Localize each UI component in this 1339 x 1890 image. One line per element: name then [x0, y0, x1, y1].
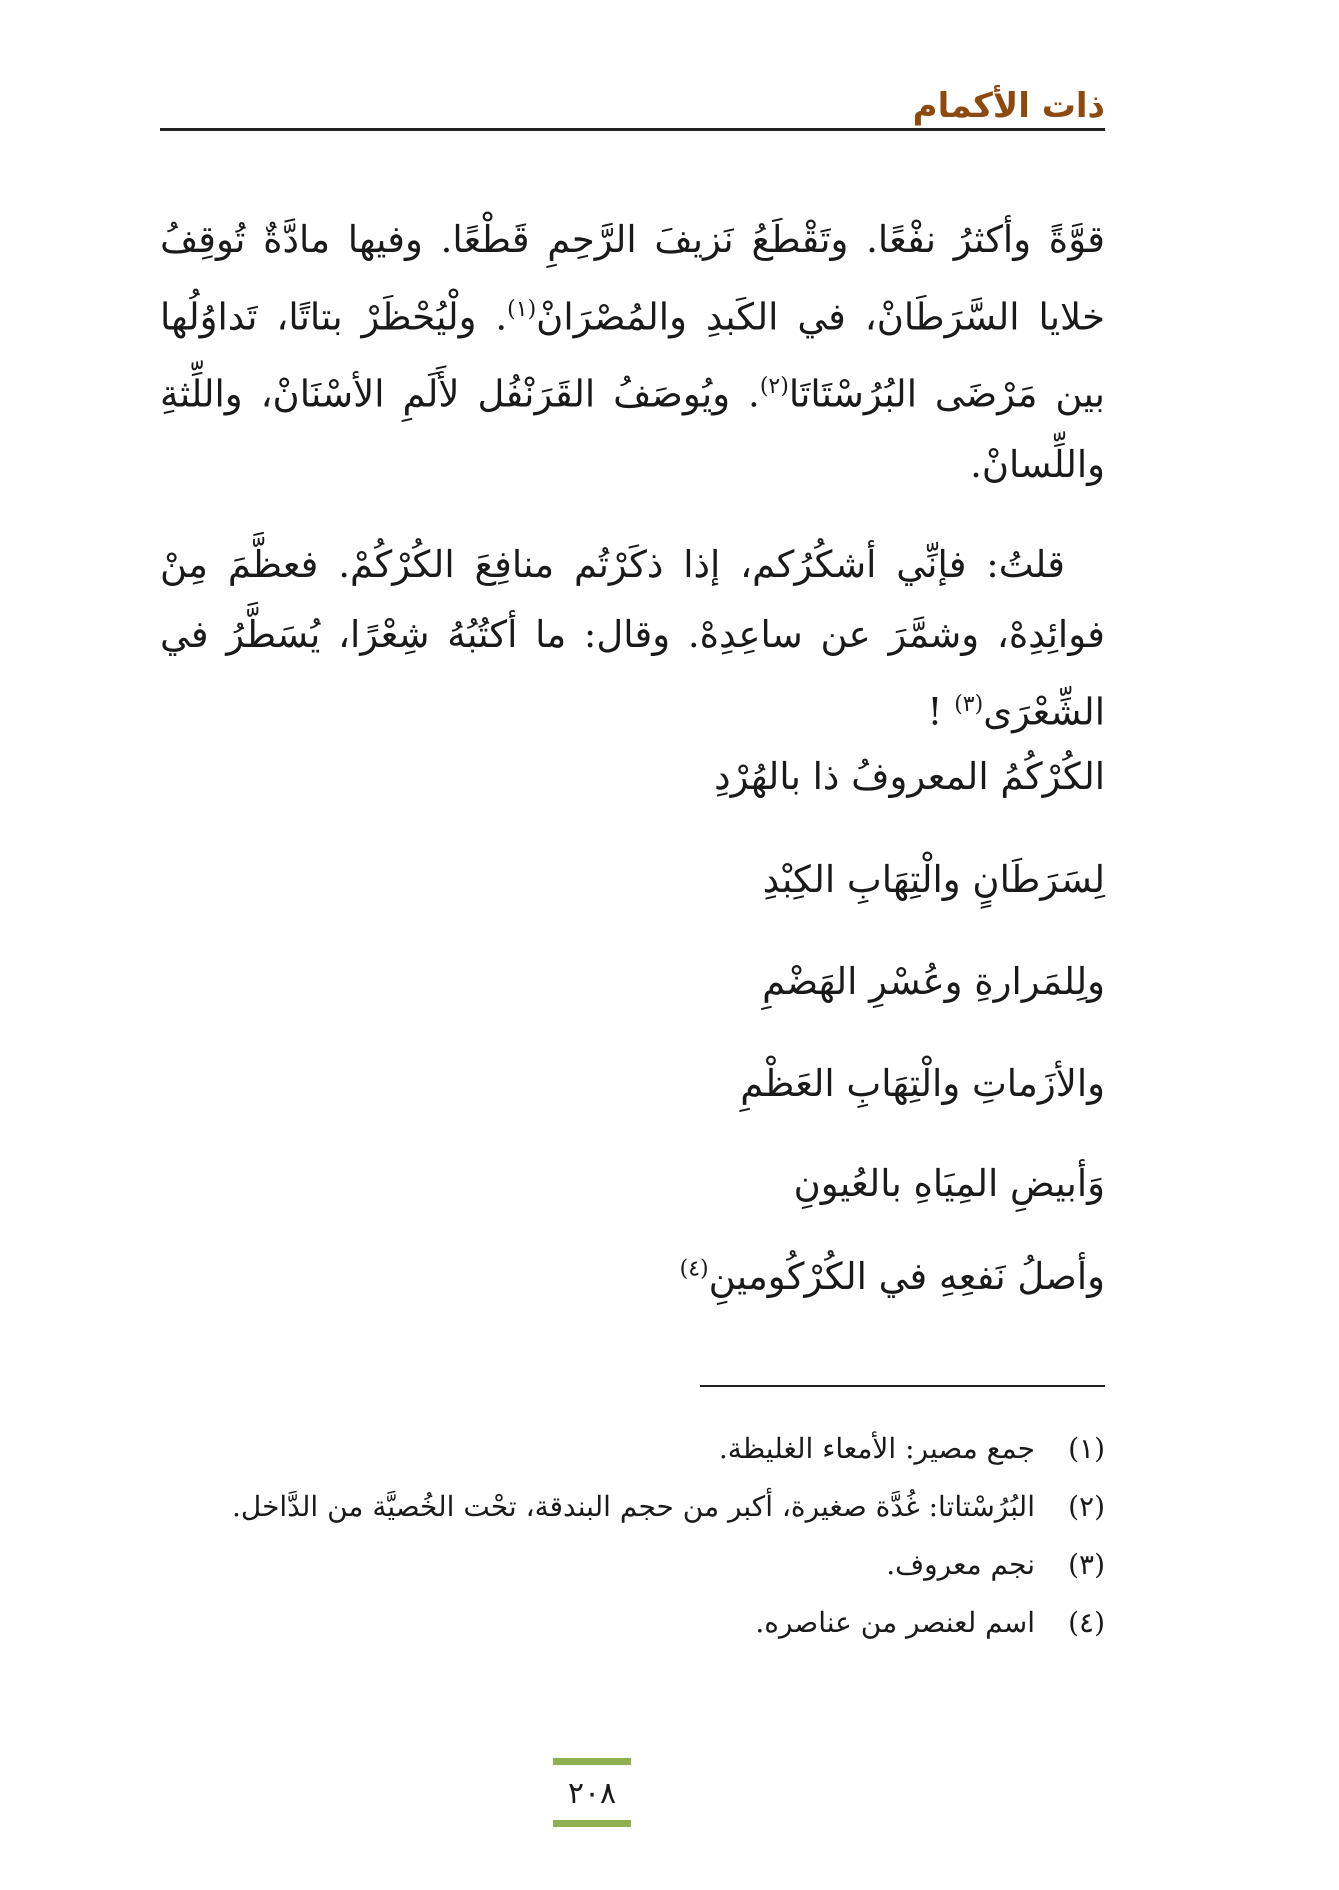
verse: وَأبيضِ المِيَاهِ بالعُيونِ [793, 1162, 1105, 1205]
page-number-bar-bottom [553, 1820, 631, 1827]
footnote-ref-1: (١) [507, 297, 537, 322]
header-rule [160, 128, 1105, 131]
running-header: ذات الأكمام [912, 86, 1105, 126]
paragraph-2-text-a: قلتُ: فإنِّي أشكُرُكم، إذا ذكَرْتُم منافِعَ الكُرْكُمْ. فعظَّمَ مِنْ فوائِدِهْ، وشمَّرَ عن ساعِدِهْ. وقال: ما أكتُبُهُ شِعْرًا، يُسَطَّرُ في الشِّعْرَى [160, 542, 1105, 733]
footnote-item [160, 1420, 1105, 1478]
footnote-item [160, 1536, 1105, 1594]
page-number-bar-top [553, 1758, 631, 1765]
footnote-ref-2: (٢) [759, 374, 789, 400]
footnote-item [160, 1478, 1105, 1536]
footnotes [160, 1420, 1105, 1652]
footnote-ref-3: (٣) [954, 691, 984, 717]
footnote-text: البُرُسْتاتا: غُدَّة صغيرة، أكبر من حجم البندقة، تحْت الخُصيَّة من الدَّاخل. [232, 1490, 1035, 1523]
paragraph-2-text-b: ! [927, 689, 955, 733]
verse: الكُرْكُمُ المعروفُ ذا بالهُرْدِ [714, 755, 1105, 798]
footnote-text: نجم معروف. [886, 1548, 1035, 1581]
footnote-number: (٢) [1068, 1490, 1105, 1523]
paragraph-2 [160, 530, 1105, 747]
paragraph-1 [160, 205, 1105, 500]
page-number: ٢٠٨ [567, 1776, 617, 1811]
body-text [160, 205, 1105, 747]
footnote-rule [700, 1385, 1105, 1387]
footnote-number: (٣) [1068, 1548, 1105, 1581]
paragraph-1-text-a: قوَّةً وأكثرُ نفْعًا. وتَقْطَعُ نَزيفَ الرَّحِمِ قَطْعًا. وفيها مادَّةٌ تُوقِفُ خلايا السَّرَطَانْ، في الكَبدِ والمُصْرَانْ [160, 218, 1105, 339]
paragraph-1-text-c: . ويُوصَفُ القَرَنْفُل لأَلَمِ الأسْنَانْ، واللِّثةِ واللِّسانْ. [160, 372, 1105, 486]
footnote-item [160, 1594, 1105, 1652]
verse: لِسَرَطَانٍ والْتِهَابِ الكِبْدِ [762, 858, 1105, 901]
verse: ولِلمَرارةِ وعُسْرِ الهَضْمِ [762, 960, 1105, 1003]
paragraph-1-text-b: . ولْيُحْظَرْ بتاتًا، تَداوُلُها بين مَرْضَى البُرُسْتَاتَا [160, 295, 1105, 416]
footnote-text: اسم لعنصر من عناصره. [755, 1606, 1035, 1639]
footnote-text: جمع مصير: الأمعاء الغليظة. [718, 1432, 1035, 1465]
footnote-ref-4: (٤) [679, 1256, 709, 1282]
verse-text: وأصلُ نَفعِهِ في الكُرْكُومينِ [708, 1255, 1105, 1298]
footnote-number: (١) [1068, 1432, 1105, 1465]
verse-last [680, 1255, 1105, 1298]
footnote-number: (٤) [1068, 1606, 1105, 1639]
verse: والأزَماتِ والْتِهَابِ العَظْمِ [740, 1062, 1105, 1105]
